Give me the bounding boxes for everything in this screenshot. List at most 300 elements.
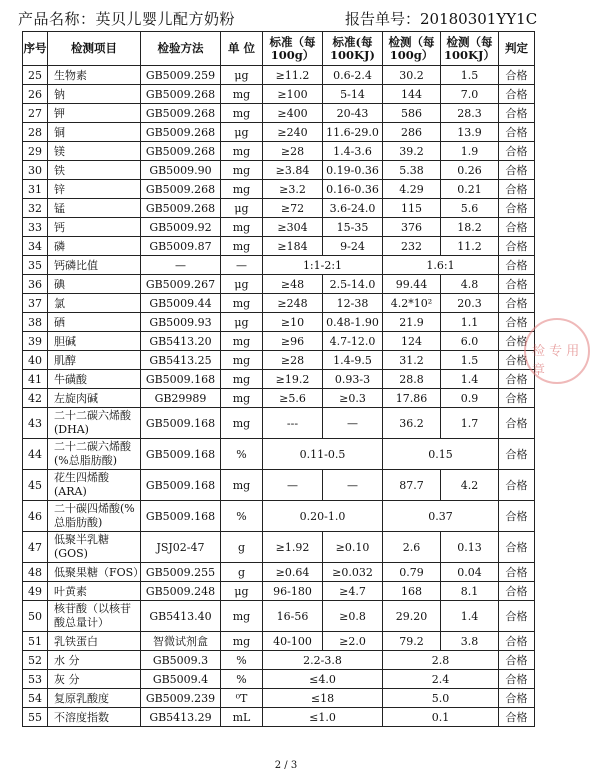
standard-per-100kj: 2.5-14.0 (323, 275, 383, 294)
standard-per-100kj: ≥0.032 (323, 563, 383, 582)
report-number: 报告单号：20180301YY1C (345, 10, 538, 28)
test-method: GB5009.90 (141, 161, 221, 180)
verdict: 合格 (499, 563, 535, 582)
test-item: 钾 (48, 104, 141, 123)
result-per-100kj: 4.2 (441, 470, 499, 501)
table-row (23, 689, 535, 708)
table-row (23, 408, 535, 439)
result-value: 0.37 (383, 501, 499, 532)
unit: mg (221, 389, 263, 408)
verdict: 合格 (499, 294, 535, 313)
standard-per-100g: 96-180 (263, 582, 323, 601)
unit: % (221, 651, 263, 670)
result-per-100kj: 6.0 (441, 332, 499, 351)
unit: mg (221, 632, 263, 651)
result-per-100g: 376 (383, 218, 441, 237)
standard-per-100kj: 1.4-3.6 (323, 142, 383, 161)
stamp-text: 检 专 用 章 (532, 344, 580, 378)
standard-per-100g: ≥240 (263, 123, 323, 142)
result-per-100kj: 11.2 (441, 237, 499, 256)
result-per-100g: 144 (383, 85, 441, 104)
standard-per-100kj: ≥0.3 (323, 389, 383, 408)
test-item: 低聚半乳糖(GOS) (48, 532, 141, 563)
verdict: 合格 (499, 439, 535, 470)
result-per-100g: 99.44 (383, 275, 441, 294)
result-per-100g: 0.79 (383, 563, 441, 582)
result-per-100g: 79.2 (383, 632, 441, 651)
result-per-100g: 4.2*10² (383, 294, 441, 313)
standard-per-100g: ≥400 (263, 104, 323, 123)
test-item: 乳铁蛋白 (48, 632, 141, 651)
row-number: 55 (23, 708, 48, 727)
row-number: 54 (23, 689, 48, 708)
result-per-100kj: 0.04 (441, 563, 499, 582)
table-row (23, 501, 535, 532)
result-per-100kj: 13.9 (441, 123, 499, 142)
standard-per-100kj: 9-24 (323, 237, 383, 256)
test-method: GB5009.268 (141, 104, 221, 123)
product-name: 产品名称：英贝儿婴儿配方奶粉 (18, 10, 236, 28)
unit: mg (221, 85, 263, 104)
standard-per-100kj: ≥0.8 (323, 601, 383, 632)
unit: mg (221, 351, 263, 370)
verdict: 合格 (499, 85, 535, 104)
result-per-100kj: 1.1 (441, 313, 499, 332)
result-per-100kj: 0.26 (441, 161, 499, 180)
unit: mg (221, 142, 263, 161)
row-number: 50 (23, 601, 48, 632)
test-item: 花生四烯酸(ARA) (48, 470, 141, 501)
test-method: GB5413.20 (141, 332, 221, 351)
test-method: GB5413.40 (141, 601, 221, 632)
standard-per-100kj: 15-35 (323, 218, 383, 237)
result-value: 2.8 (383, 651, 499, 670)
unit: mg (221, 470, 263, 501)
test-item: 镁 (48, 142, 141, 161)
test-method: GB5009.255 (141, 563, 221, 582)
table-row (23, 218, 535, 237)
table-row (23, 582, 535, 601)
row-number: 28 (23, 123, 48, 142)
test-item: 肌醇 (48, 351, 141, 370)
row-number: 40 (23, 351, 48, 370)
verdict: 合格 (499, 582, 535, 601)
standard-value: 0.20-1.0 (263, 501, 383, 532)
unit: μg (221, 199, 263, 218)
test-item: 复原乳酸度 (48, 689, 141, 708)
standard-per-100g: 40-100 (263, 632, 323, 651)
col-header-no: 序号 (23, 32, 48, 66)
standard-per-100g: ≥72 (263, 199, 323, 218)
standard-value: 2.2-3.8 (263, 651, 383, 670)
standard-per-100kj: ≥4.7 (323, 582, 383, 601)
row-number: 44 (23, 439, 48, 470)
table-row (23, 256, 535, 275)
row-number: 47 (23, 532, 48, 563)
standard-per-100kj: 0.16-0.36 (323, 180, 383, 199)
standard-per-100kj: ≥2.0 (323, 632, 383, 651)
report-header (0, 4, 572, 30)
result-per-100kj: 1.7 (441, 408, 499, 439)
standard-per-100g: ≥248 (263, 294, 323, 313)
row-number: 49 (23, 582, 48, 601)
unit: % (221, 439, 263, 470)
standard-per-100kj: 5-14 (323, 85, 383, 104)
standard-per-100g: ≥28 (263, 351, 323, 370)
result-per-100kj: 1.9 (441, 142, 499, 161)
standard-value: ≤1.0 (263, 708, 383, 727)
result-per-100g: 17.86 (383, 389, 441, 408)
table-row (23, 632, 535, 651)
row-number: 31 (23, 180, 48, 199)
table-row (23, 351, 535, 370)
result-per-100kj: 3.8 (441, 632, 499, 651)
unit: mg (221, 218, 263, 237)
unit: mg (221, 370, 263, 389)
test-method: — (141, 256, 221, 275)
row-number: 53 (23, 670, 48, 689)
verdict: 合格 (499, 501, 535, 532)
test-item: 二十二碳六烯酸(DHA) (48, 408, 141, 439)
unit: g (221, 563, 263, 582)
standard-per-100g: --- (263, 408, 323, 439)
standard-per-100kj: 12-38 (323, 294, 383, 313)
result-per-100kj: 7.0 (441, 85, 499, 104)
test-method: GB5009.239 (141, 689, 221, 708)
unit: mg (221, 180, 263, 199)
standard-per-100kj: 3.6-24.0 (323, 199, 383, 218)
test-method: GB29989 (141, 389, 221, 408)
col-header-result-100g: 检测（每100g） (383, 32, 441, 66)
unit: mg (221, 161, 263, 180)
standard-per-100kj: ≥0.10 (323, 532, 383, 563)
verdict: 合格 (499, 632, 535, 651)
result-value: 1.6:1 (383, 256, 499, 275)
verdict: 合格 (499, 66, 535, 85)
result-per-100kj: 8.1 (441, 582, 499, 601)
unit: % (221, 670, 263, 689)
test-item: 牛磺酸 (48, 370, 141, 389)
test-item: 二十碳四烯酸(%总脂肪酸) (48, 501, 141, 532)
result-per-100g: 36.2 (383, 408, 441, 439)
test-method: GB5009.3 (141, 651, 221, 670)
test-item: 硒 (48, 313, 141, 332)
test-method: GB5009.268 (141, 123, 221, 142)
test-results-table (22, 31, 535, 727)
unit: mg (221, 332, 263, 351)
table-row (23, 601, 535, 632)
standard-per-100g: ≥100 (263, 85, 323, 104)
test-method: GB5009.268 (141, 199, 221, 218)
standard-per-100g: ≥10 (263, 313, 323, 332)
table-row (23, 142, 535, 161)
result-per-100g: 5.38 (383, 161, 441, 180)
test-item: 钠 (48, 85, 141, 104)
unit: — (221, 256, 263, 275)
unit: μg (221, 123, 263, 142)
verdict: 合格 (499, 670, 535, 689)
verdict: 合格 (499, 470, 535, 501)
result-per-100kj: 18.2 (441, 218, 499, 237)
result-per-100g: 2.6 (383, 532, 441, 563)
row-number: 27 (23, 104, 48, 123)
verdict: 合格 (499, 389, 535, 408)
table-row (23, 651, 535, 670)
result-per-100g: 30.2 (383, 66, 441, 85)
test-item: 氯 (48, 294, 141, 313)
row-number: 46 (23, 501, 48, 532)
standard-value: ≤18 (263, 689, 383, 708)
standard-per-100kj: 11.6-29.0 (323, 123, 383, 142)
test-item: 锌 (48, 180, 141, 199)
table-row (23, 532, 535, 563)
unit: mg (221, 408, 263, 439)
test-method: GB5413.25 (141, 351, 221, 370)
standard-per-100kj: — (323, 408, 383, 439)
row-number: 35 (23, 256, 48, 275)
verdict: 合格 (499, 708, 535, 727)
test-item: 钙磷比值 (48, 256, 141, 275)
row-number: 38 (23, 313, 48, 332)
row-number: 36 (23, 275, 48, 294)
result-per-100g: 21.9 (383, 313, 441, 332)
test-item: 锰 (48, 199, 141, 218)
standard-per-100g: ≥3.2 (263, 180, 323, 199)
verdict: 合格 (499, 123, 535, 142)
result-value: 5.0 (383, 689, 499, 708)
row-number: 41 (23, 370, 48, 389)
standard-per-100g: ≥48 (263, 275, 323, 294)
standard-per-100kj: 0.6-2.4 (323, 66, 383, 85)
test-item: 左旋肉碱 (48, 389, 141, 408)
standard-per-100g: ≥11.2 (263, 66, 323, 85)
verdict: 合格 (499, 199, 535, 218)
table-row (23, 237, 535, 256)
result-per-100g: 168 (383, 582, 441, 601)
unit: mg (221, 601, 263, 632)
row-number: 45 (23, 470, 48, 501)
row-number: 51 (23, 632, 48, 651)
table-row (23, 563, 535, 582)
test-method: GB5009.168 (141, 370, 221, 389)
test-method: GB5009.4 (141, 670, 221, 689)
table-header-row (23, 32, 535, 66)
row-number: 52 (23, 651, 48, 670)
unit: μg (221, 66, 263, 85)
result-per-100kj: 0.21 (441, 180, 499, 199)
test-method: GB5413.29 (141, 708, 221, 727)
standard-per-100kj: 20-43 (323, 104, 383, 123)
test-item: 铁 (48, 161, 141, 180)
test-method: GB5009.87 (141, 237, 221, 256)
result-per-100kj: 4.8 (441, 275, 499, 294)
test-method: GB5009.44 (141, 294, 221, 313)
table-row (23, 66, 535, 85)
row-number: 42 (23, 389, 48, 408)
verdict: 合格 (499, 351, 535, 370)
result-per-100kj: 0.9 (441, 389, 499, 408)
verdict: 合格 (499, 161, 535, 180)
test-method: GB5009.259 (141, 66, 221, 85)
result-per-100g: 31.2 (383, 351, 441, 370)
standard-per-100kj: — (323, 470, 383, 501)
standard-per-100kj: 0.19-0.36 (323, 161, 383, 180)
standard-value: ≤4.0 (263, 670, 383, 689)
standard-per-100g: ≥0.64 (263, 563, 323, 582)
table-row (23, 104, 535, 123)
test-method: GB5009.168 (141, 470, 221, 501)
standard-per-100kj: 0.93-3 (323, 370, 383, 389)
row-number: 43 (23, 408, 48, 439)
test-item: 灰 分 (48, 670, 141, 689)
table-row (23, 294, 535, 313)
test-method: GB5009.168 (141, 439, 221, 470)
table-row (23, 470, 535, 501)
verdict: 合格 (499, 532, 535, 563)
verdict: 合格 (499, 180, 535, 199)
result-per-100g: 286 (383, 123, 441, 142)
col-header-verdict: 判定 (499, 32, 535, 66)
row-number: 39 (23, 332, 48, 351)
col-header-std-100kj: 标准(每100KJ) (323, 32, 383, 66)
test-item: 磷 (48, 237, 141, 256)
result-per-100kj: 1.4 (441, 601, 499, 632)
unit: mg (221, 104, 263, 123)
result-per-100g: 28.8 (383, 370, 441, 389)
table-row (23, 85, 535, 104)
result-per-100kj: 0.13 (441, 532, 499, 563)
test-method: GB5009.168 (141, 408, 221, 439)
unit: mg (221, 237, 263, 256)
test-item: 低聚果糖（FOS） (48, 563, 141, 582)
verdict: 合格 (499, 237, 535, 256)
standard-per-100kj: 1.4-9.5 (323, 351, 383, 370)
col-header-item: 检测项目 (48, 32, 141, 66)
test-method: GB5009.168 (141, 501, 221, 532)
row-number: 32 (23, 199, 48, 218)
test-method: 智微试剂盒 (141, 632, 221, 651)
test-method: GB5009.268 (141, 142, 221, 161)
test-item: 水 分 (48, 651, 141, 670)
verdict: 合格 (499, 689, 535, 708)
table-row (23, 370, 535, 389)
standard-value: 1:1-2:1 (263, 256, 383, 275)
result-value: 0.1 (383, 708, 499, 727)
unit: μg (221, 582, 263, 601)
unit: % (221, 501, 263, 532)
standard-per-100g: ≥1.92 (263, 532, 323, 563)
col-header-method: 检验方法 (141, 32, 221, 66)
result-per-100g: 586 (383, 104, 441, 123)
standard-per-100g: ≥3.84 (263, 161, 323, 180)
table-row (23, 123, 535, 142)
col-header-unit: 单 位 (221, 32, 263, 66)
row-number: 25 (23, 66, 48, 85)
test-method: GB5009.268 (141, 180, 221, 199)
verdict: 合格 (499, 256, 535, 275)
test-item: 生物素 (48, 66, 141, 85)
unit: μg (221, 313, 263, 332)
verdict: 合格 (499, 408, 535, 439)
verdict: 合格 (499, 651, 535, 670)
table-row (23, 389, 535, 408)
standard-per-100kj: 0.48-1.90 (323, 313, 383, 332)
test-item: 碘 (48, 275, 141, 294)
row-number: 37 (23, 294, 48, 313)
verdict: 合格 (499, 601, 535, 632)
standard-value: 0.11-0.5 (263, 439, 383, 470)
test-item: 钙 (48, 218, 141, 237)
test-item: 二十二碳六烯酸(%总脂肪酸) (48, 439, 141, 470)
standard-per-100g: ≥304 (263, 218, 323, 237)
standard-per-100g: ≥28 (263, 142, 323, 161)
table-row (23, 313, 535, 332)
test-item: 不溶度指数 (48, 708, 141, 727)
result-value: 0.15 (383, 439, 499, 470)
result-per-100g: 232 (383, 237, 441, 256)
test-item: 胆碱 (48, 332, 141, 351)
table-row (23, 708, 535, 727)
table-row (23, 199, 535, 218)
result-per-100kj: 28.3 (441, 104, 499, 123)
test-method: JSJ02-47 (141, 532, 221, 563)
standard-per-100g: ≥96 (263, 332, 323, 351)
result-value: 2.4 (383, 670, 499, 689)
row-number: 48 (23, 563, 48, 582)
test-item: 核苷酸（以核苷酸总量计） (48, 601, 141, 632)
standard-per-100g: ≥184 (263, 237, 323, 256)
table-row (23, 180, 535, 199)
standard-per-100g: 16-56 (263, 601, 323, 632)
table-row (23, 670, 535, 689)
unit: μg (221, 275, 263, 294)
standard-per-100g: ≥5.6 (263, 389, 323, 408)
table-row (23, 332, 535, 351)
result-per-100g: 124 (383, 332, 441, 351)
test-item: 叶黄素 (48, 582, 141, 601)
test-method: GB5009.268 (141, 85, 221, 104)
standard-per-100kj: 4.7-12.0 (323, 332, 383, 351)
standard-per-100g: — (263, 470, 323, 501)
test-method: GB5009.248 (141, 582, 221, 601)
col-header-result-100kj: 检测（每100KJ） (441, 32, 499, 66)
unit: mL (221, 708, 263, 727)
result-per-100g: 87.7 (383, 470, 441, 501)
unit: mg (221, 294, 263, 313)
row-number: 33 (23, 218, 48, 237)
unit: g (221, 532, 263, 563)
row-number: 30 (23, 161, 48, 180)
result-per-100g: 4.29 (383, 180, 441, 199)
col-header-std-100g: 标准（每100g） (263, 32, 323, 66)
verdict: 合格 (499, 104, 535, 123)
test-method: GB5009.267 (141, 275, 221, 294)
result-per-100g: 39.2 (383, 142, 441, 161)
result-per-100kj: 5.6 (441, 199, 499, 218)
page-number: 2 / 3 (274, 760, 298, 771)
table-row (23, 275, 535, 294)
test-item: 铜 (48, 123, 141, 142)
inspection-stamp (524, 318, 590, 384)
verdict: 合格 (499, 218, 535, 237)
unit: ⁰T (221, 689, 263, 708)
result-per-100kj: 1.5 (441, 66, 499, 85)
verdict: 合格 (499, 275, 535, 294)
standard-per-100g: ≥19.2 (263, 370, 323, 389)
verdict: 合格 (499, 332, 535, 351)
row-number: 34 (23, 237, 48, 256)
table-row (23, 439, 535, 470)
